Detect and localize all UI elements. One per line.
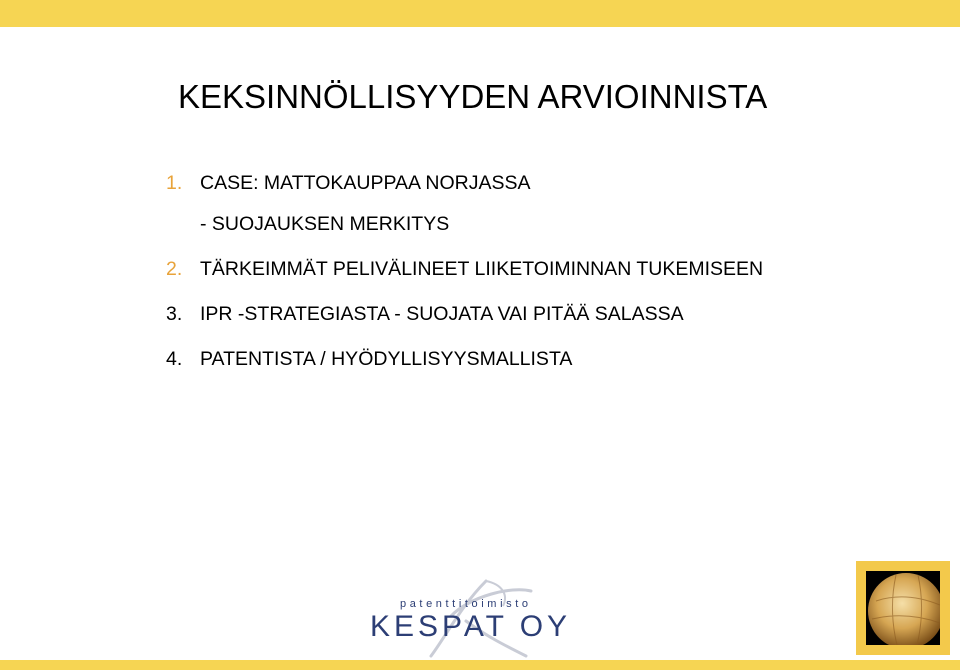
list-number: 2. [166,258,183,280]
list-item-4 [166,348,572,371]
list-number: 1. [166,172,183,194]
list-text: IPR -STRATEGIASTA - SUOJATA VAI PITÄÄ SALASSA [200,303,684,325]
page-title: KEKSINNÖLLISYYDEN ARVIOINNISTA [178,78,768,115]
company-logo [366,582,586,662]
list-item-1 [166,172,531,195]
logo-name: KESPAT OY [370,610,572,643]
corner-emblem [856,561,950,655]
list-item-3 [166,303,684,326]
globe-icon [866,571,940,645]
list-text: PATENTISTA / HYÖDYLLISYYSMALLISTA [200,348,573,370]
list-number: 3. [166,303,183,325]
list-item-2 [166,258,763,281]
list-text: CASE: MATTOKAUPPAA NORJASSA [200,172,531,194]
bottom-accent-bar [0,660,960,670]
list-subitem: - SUOJAUKSEN MERKITYS [200,213,450,235]
list-text: TÄRKEIMMÄT PELIVÄLINEET LIIKETOIMINNAN TUKEMISEEN [200,258,764,280]
top-accent-bar [0,0,960,27]
logo-subtitle: patenttitoimisto [400,598,532,610]
list-number: 4. [166,348,183,370]
